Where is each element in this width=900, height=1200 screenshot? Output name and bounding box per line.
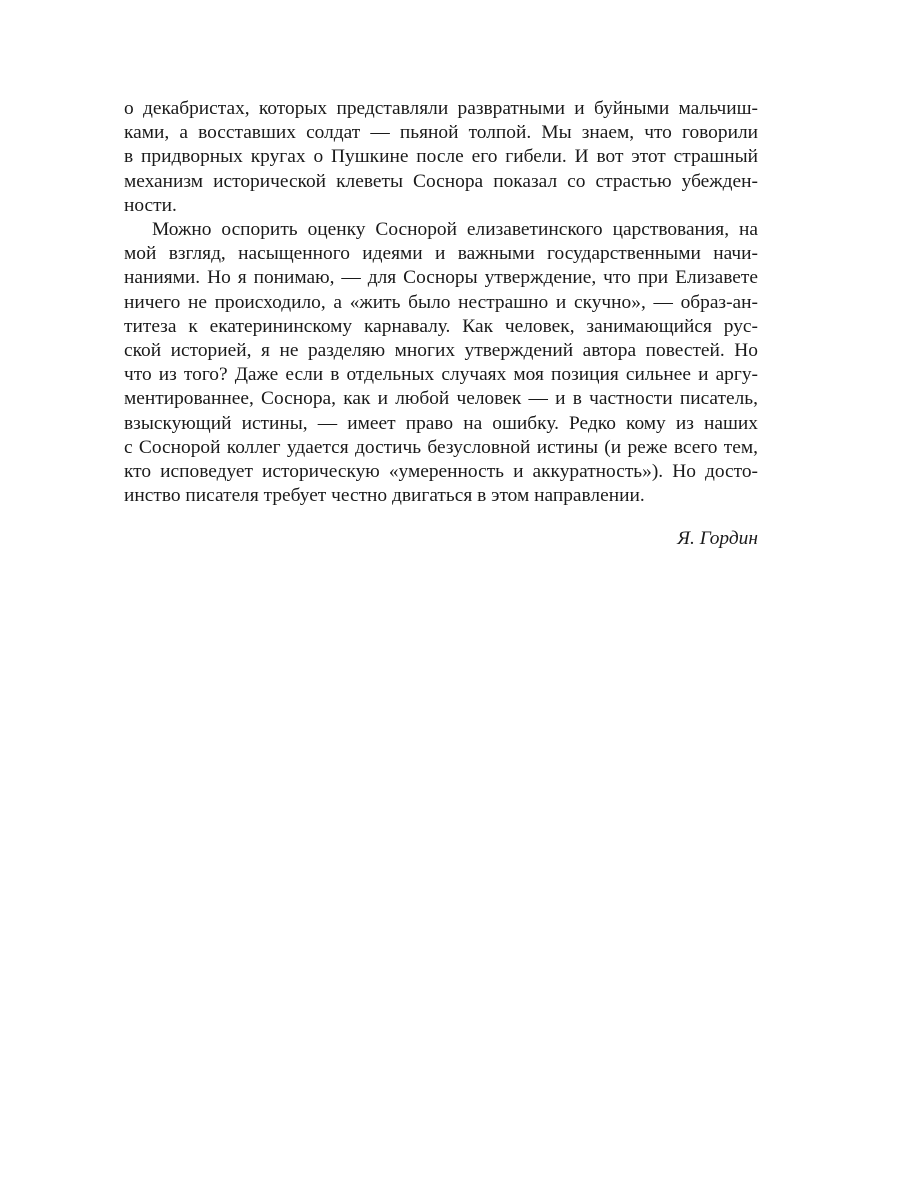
text-line: мой взгляд, насыщенного идеями и важными государственными начи- xyxy=(124,243,758,265)
text-line: о декабристах, которых представляли развратными и буйными мальчиш- xyxy=(124,98,758,119)
text-line: механизм исторической клеветы Соснора показал со страстью убежден- xyxy=(124,170,758,192)
page-text xyxy=(124,97,758,552)
text-line: кто исповедует историческую «умеренность и аккуратность»). Но досто- xyxy=(124,461,758,483)
text-line: ками, а восставших солдат — пьяной толпой. Мы знаем, что говорили xyxy=(124,122,758,144)
text-line: что из того? Даже если в отдельных случаях моя позиция сильнее и аргу- xyxy=(124,364,758,386)
text-line: взыскующий истины, — имеет право на ошибку. Редко кому из наших xyxy=(124,412,758,434)
text-line: ничего не происходило, а «жить было нестрашно и скучно», — образ-ан- xyxy=(124,291,758,313)
text-line: в придворных кругах о Пушкине после его гибели. И вот этот страшный xyxy=(124,146,758,168)
text-line: с Соснорой коллег удается достичь безусловной истины (и реже всего тем, xyxy=(124,436,758,458)
paragraph-1 xyxy=(124,97,758,218)
text-line: титеза к екатерининскому карнавалу. Как человек, занимающийся рус- xyxy=(124,315,758,337)
author-signature: Я. Гордин xyxy=(677,528,758,550)
text-line: ментированнее, Соснора, как и любой человек — и в частности писатель, xyxy=(124,388,758,410)
text-line: ской историей, я не разделяю многих утверждений автора повестей. Но xyxy=(124,340,758,362)
paragraph-2 xyxy=(124,218,758,508)
text-line: инство писателя требует честно двигаться в этом направлении. xyxy=(124,485,645,507)
text-line: наниями. Но я понимаю, — для Сосноры утверждение, что при Елизавете xyxy=(124,267,758,289)
text-line: Можно оспорить оценку Соснорой елизаветинского царствования, на xyxy=(152,219,758,241)
text-line: ности. xyxy=(124,194,177,216)
